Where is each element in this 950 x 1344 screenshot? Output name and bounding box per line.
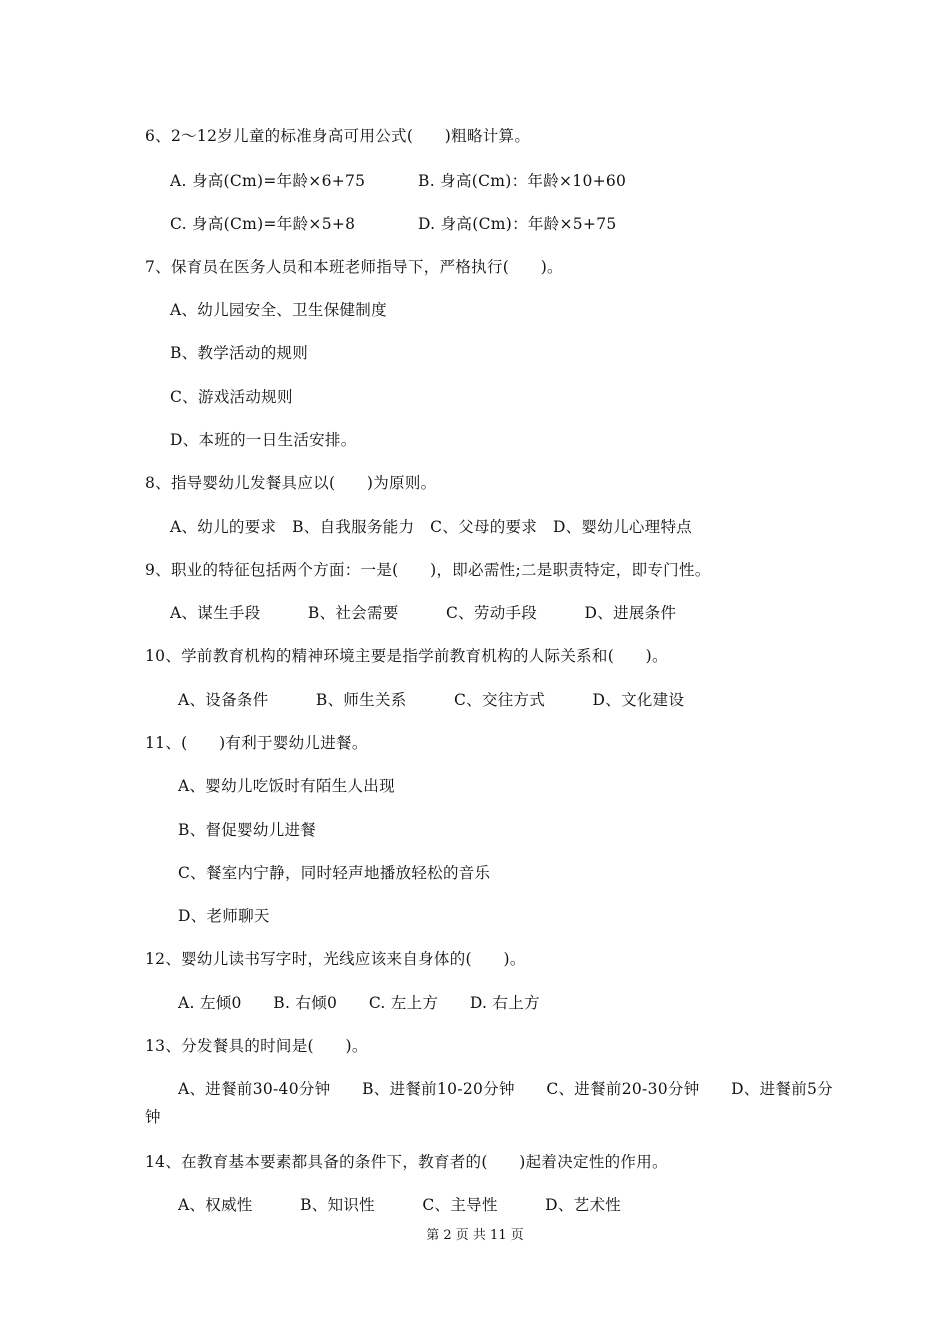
question-7-stem: 7、保育员在医务人员和本班老师指导下，严格执行( )。 <box>145 258 563 276</box>
question-11-stem: 11、( )有利于婴幼儿进餐。 <box>145 734 368 752</box>
question-9-stem: 9、职业的特征包括两个方面：一是( )，即必需性;二是职责特定，即专门性。 <box>145 561 711 579</box>
question-11-option-d: D、老师聊天 <box>178 907 270 925</box>
question-7-option-a: A、幼儿园安全、卫生保健制度 <box>170 301 387 319</box>
question-6-option-a: A. 身高(Cm)=年龄×6+75 <box>170 172 366 190</box>
question-9-options: A、谋生手段 B、社会需要 C、劳动手段 D、进展条件 <box>170 604 677 622</box>
question-11-option-c: C、餐室内宁静，同时轻声地播放轻松的音乐 <box>178 864 491 882</box>
question-6-option-b: B. 身高(Cm)：年龄×10+60 <box>418 172 627 190</box>
question-8-stem: 8、指导婴幼儿发餐具应以( )为原则。 <box>145 474 437 492</box>
question-13-options-wrap: 钟 <box>145 1108 161 1126</box>
question-13-options: A、进餐前30-40分钟 B、进餐前10-20分钟 C、进餐前20-30分钟 D、进餐前5分 <box>178 1080 833 1098</box>
question-11-option-b: B、督促婴幼儿进餐 <box>178 821 317 839</box>
question-14-options: A、权威性 B、知识性 C、主导性 D、艺术性 <box>178 1196 622 1214</box>
question-7-option-c: C、游戏活动规则 <box>170 388 293 406</box>
question-10-stem: 10、学前教育机构的精神环境主要是指学前教育机构的人际关系和( )。 <box>145 647 668 665</box>
question-13-stem: 13、分发餐具的时间是( )。 <box>145 1037 368 1055</box>
question-8-options: A、幼儿的要求 B、自我服务能力 C、父母的要求 D、婴幼儿心理特点 <box>170 518 693 536</box>
question-11-option-a: A、婴幼儿吃饭时有陌生人出现 <box>178 777 395 795</box>
question-14-stem: 14、在教育基本要素都具备的条件下，教育者的( )起着决定性的作用。 <box>145 1153 668 1171</box>
question-7-option-b: B、教学活动的规则 <box>170 344 309 362</box>
question-6-option-c: C. 身高(Cm)=年龄×5+8 <box>170 215 356 233</box>
question-6-option-d: D. 身高(Cm)：年龄×5+75 <box>418 215 617 233</box>
question-10-options: A、设备条件 B、师生关系 C、交往方式 D、文化建设 <box>178 691 685 709</box>
question-12-options: A. 左倾0 B. 右倾0 C. 左上方 D. 右上方 <box>178 994 540 1012</box>
question-7-option-d: D、本班的一日生活安排。 <box>170 431 357 449</box>
question-12-stem: 12、婴幼儿读书写字时，光线应该来自身体的( )。 <box>145 950 526 968</box>
question-6-stem: 6、2～12岁儿童的标准身高可用公式( )粗略计算。 <box>145 127 531 145</box>
page-footer: 第 2 页 共 11 页 <box>426 1228 524 1243</box>
